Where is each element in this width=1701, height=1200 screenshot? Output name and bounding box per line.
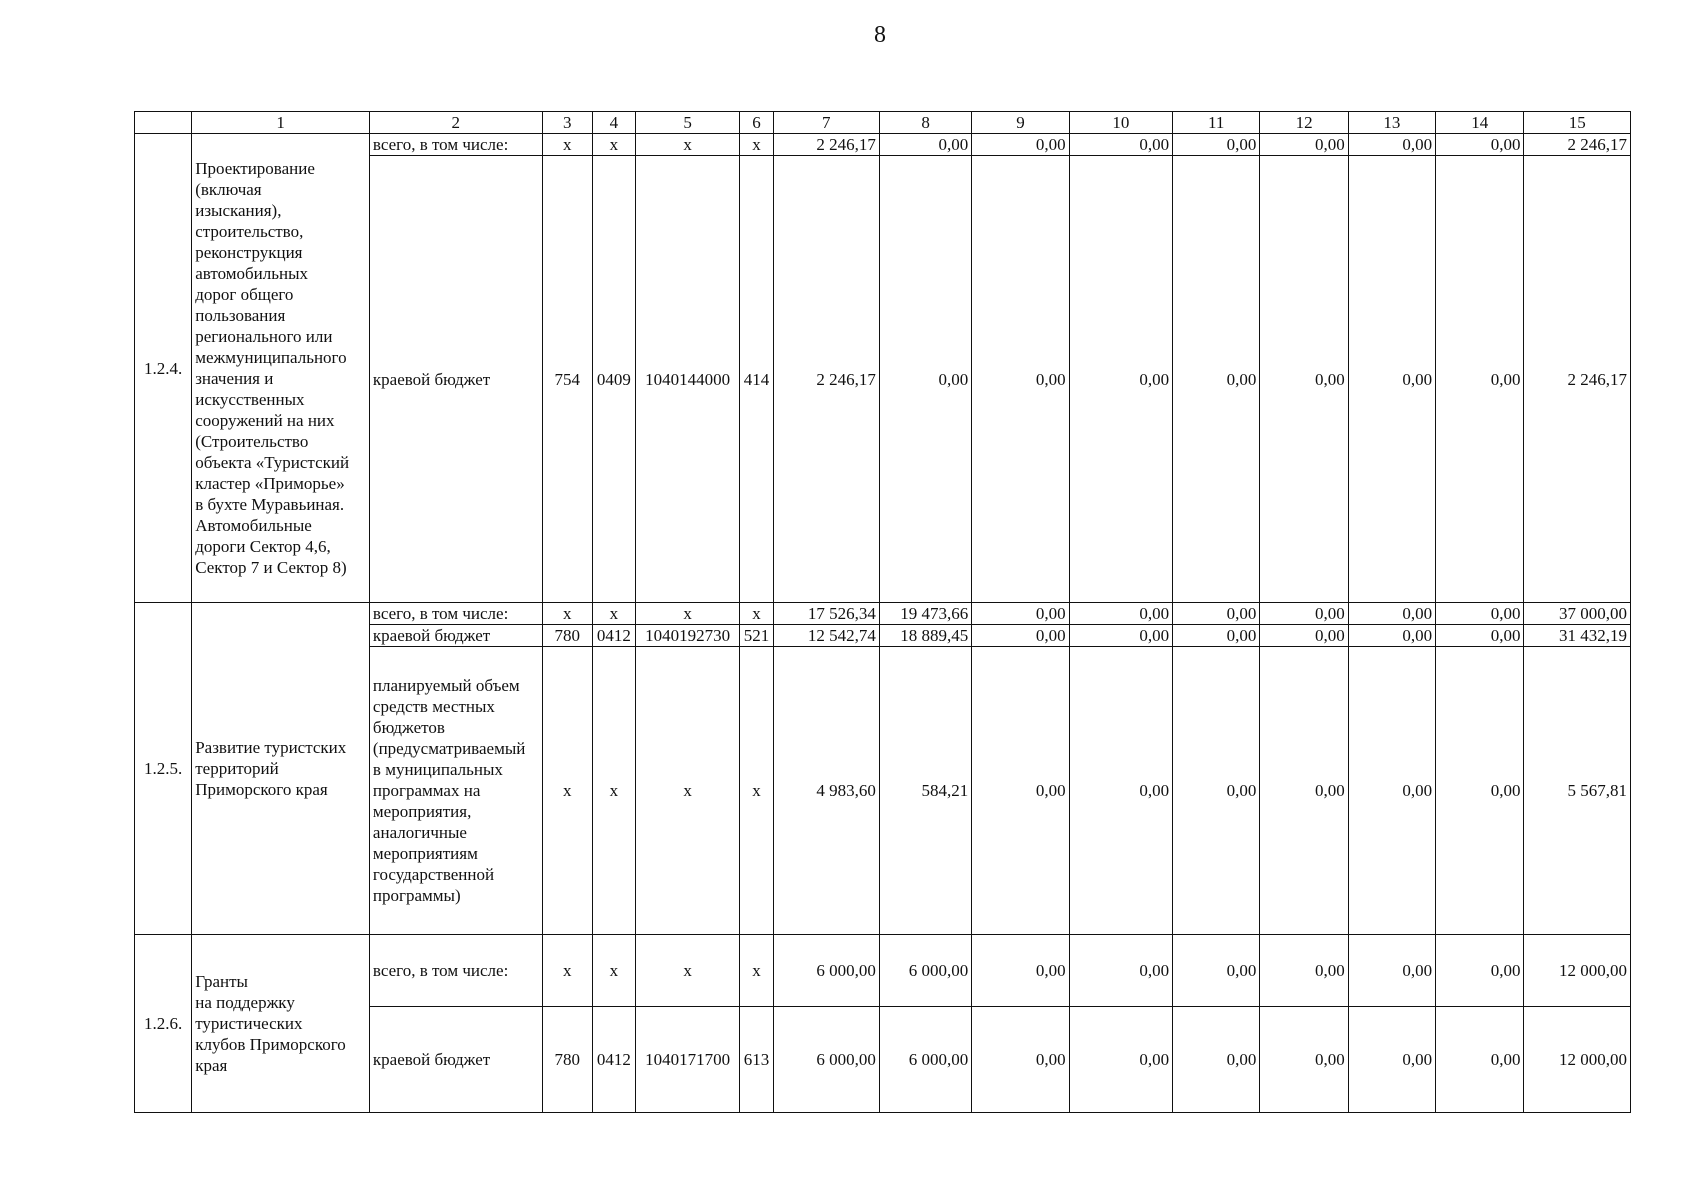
table-cell: 0,00 [1069,625,1172,647]
table-cell: 12 000,00 [1524,1007,1631,1113]
table-cell: 4 983,60 [773,647,879,935]
table-cell: 1040192730 [635,625,739,647]
table-cell: 1040171700 [635,1007,739,1113]
table-cell: 18 889,45 [879,625,971,647]
table-cell: 0,00 [1260,625,1348,647]
table-cell: x [635,603,739,625]
table-cell: x [542,134,592,156]
funding-source: всего, в том числе: [369,603,542,625]
table-cell: 5 567,81 [1524,647,1631,935]
funding-source: всего, в том числе: [369,134,542,156]
table-cell: x [592,134,635,156]
table-cell: x [592,647,635,935]
table-row [135,134,1631,156]
table-cell: 0,00 [1348,603,1435,625]
table-cell: 0,00 [1260,134,1348,156]
table-cell: 0,00 [972,647,1069,935]
table-cell: x [542,603,592,625]
header-cell: 13 [1348,112,1435,134]
table-cell: 6 000,00 [879,1007,971,1113]
table-cell: 6 000,00 [773,935,879,1007]
table-cell: 0,00 [1069,1007,1172,1113]
table-cell: x [740,134,773,156]
table-cell: 0,00 [1069,647,1172,935]
table-cell: 0,00 [1436,625,1524,647]
table-cell: 0,00 [1173,603,1260,625]
funding-source: планируемый объем средств местных бюджетов (предусматриваемый в муниципальных программах на мероприятия, аналогичные мероприятиям государственной программы) [369,647,542,935]
table-cell: 0,00 [972,156,1069,603]
table-cell: 2 246,17 [773,134,879,156]
header-cell: 6 [740,112,773,134]
table-cell: 0412 [592,1007,635,1113]
table-cell: x [740,935,773,1007]
row-number: 1.2.5. [135,603,192,935]
table-row [135,935,1631,1007]
table-cell: x [542,647,592,935]
header-row [135,112,1631,134]
table-cell: 0409 [592,156,635,603]
header-cell: 9 [972,112,1069,134]
table-cell: 0,00 [1069,935,1172,1007]
measure-name: Развитие туристских территорий Приморского края [192,603,370,935]
table-cell: 19 473,66 [879,603,971,625]
table-cell: 0,00 [1436,134,1524,156]
funding-source: краевой бюджет [369,156,542,603]
table-row [135,603,1631,625]
table-cell: 6 000,00 [773,1007,879,1113]
page-number: 8 [874,22,886,48]
table-cell: x [740,647,773,935]
table-cell: 0,00 [1436,156,1524,603]
table-cell: 0,00 [972,625,1069,647]
table-cell: 0,00 [1173,1007,1260,1113]
funding-source: краевой бюджет [369,625,542,647]
header-cell: 3 [542,112,592,134]
table-cell: 0,00 [1436,1007,1524,1113]
table-cell: 0,00 [1348,647,1435,935]
table-cell: 2 246,17 [1524,134,1631,156]
table-cell: 0,00 [1348,156,1435,603]
table-cell: 0412 [592,625,635,647]
table-cell: 0,00 [1348,625,1435,647]
funding-source: всего, в том числе: [369,935,542,1007]
header-cell: 2 [369,112,542,134]
table-cell: 754 [542,156,592,603]
table-cell: 0,00 [1069,156,1172,603]
table-cell: x [635,134,739,156]
table-cell: 0,00 [1173,647,1260,935]
table-cell: 0,00 [972,935,1069,1007]
header-cell: 14 [1436,112,1524,134]
header-cell: 4 [592,112,635,134]
table-cell: x [592,935,635,1007]
table-cell: 0,00 [1348,935,1435,1007]
row-number: 1.2.6. [135,935,192,1113]
table-cell: 0,00 [1436,603,1524,625]
header-cell: 7 [773,112,879,134]
measure-name: Гранты на поддержку туристических клубов Приморского края [192,935,370,1113]
header-cell [135,112,192,134]
table-cell: 0,00 [1260,935,1348,1007]
table-cell: 584,21 [879,647,971,935]
budget-table [134,111,1631,1113]
table-cell: 0,00 [1436,647,1524,935]
measure-name: Проектирование (включая изыскания), строительство, реконструкция автомобильных дорог общего пользования регионального или межмуниципального значения и искусственных сооружений на них (Строительство объекта «Туристский кластер «Приморье» в бухте Муравьиная. Автомобильные дороги Сектор 4,6, Сектор 7 и Сектор 8) [192,134,370,603]
table-cell: 37 000,00 [1524,603,1631,625]
table-cell: 780 [542,1007,592,1113]
header-cell: 11 [1173,112,1260,134]
header-cell: 8 [879,112,971,134]
table-cell: 31 432,19 [1524,625,1631,647]
table-cell: x [635,935,739,1007]
table-cell: 12 000,00 [1524,935,1631,1007]
table-cell: 6 000,00 [879,935,971,1007]
table-cell: 0,00 [1069,603,1172,625]
table-cell: 0,00 [972,134,1069,156]
header-cell: 10 [1069,112,1172,134]
table-cell: 2 246,17 [1524,156,1631,603]
table-cell: 0,00 [879,134,971,156]
table-cell: x [740,603,773,625]
table-cell: 0,00 [1173,156,1260,603]
table-cell: 0,00 [1173,625,1260,647]
table-cell: 414 [740,156,773,603]
table-cell: 0,00 [1348,134,1435,156]
table-cell: 2 246,17 [773,156,879,603]
header-cell: 5 [635,112,739,134]
table-cell: 0,00 [1260,156,1348,603]
table-cell: 0,00 [972,603,1069,625]
table-cell: x [542,935,592,1007]
table-cell: x [635,647,739,935]
header-cell: 12 [1260,112,1348,134]
table-cell: 0,00 [1173,935,1260,1007]
header-cell: 15 [1524,112,1631,134]
header-cell: 1 [192,112,370,134]
table-cell: 12 542,74 [773,625,879,647]
row-number: 1.2.4. [135,134,192,603]
table-cell: 0,00 [1260,603,1348,625]
table-cell: 0,00 [1436,935,1524,1007]
table-cell: x [592,603,635,625]
table-cell: 0,00 [1260,647,1348,935]
table-cell: 0,00 [1348,1007,1435,1113]
table-cell: 0,00 [1069,134,1172,156]
table-cell: 17 526,34 [773,603,879,625]
table-cell: 0,00 [879,156,971,603]
table-cell: 0,00 [1260,1007,1348,1113]
funding-source: краевой бюджет [369,1007,542,1113]
table-cell: 780 [542,625,592,647]
table-cell: 0,00 [972,1007,1069,1113]
table-cell: 0,00 [1173,134,1260,156]
table-cell: 1040144000 [635,156,739,603]
table-cell: 521 [740,625,773,647]
table-cell: 613 [740,1007,773,1113]
